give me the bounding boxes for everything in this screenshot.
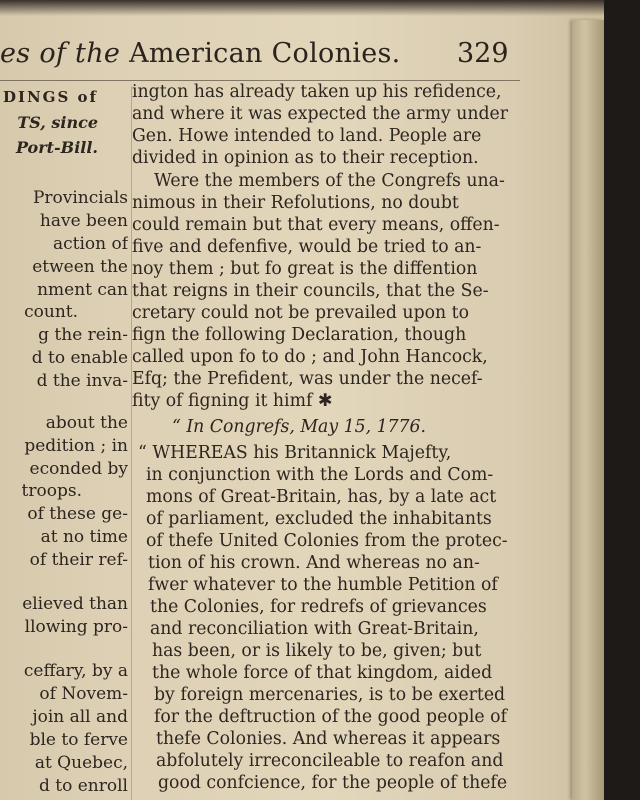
left-line: at Quebec, <box>34 753 128 773</box>
right-column <box>132 82 572 800</box>
left-line: etween the <box>32 257 128 277</box>
left-line: DINGS of <box>2 88 98 106</box>
right-line: called upon fo to do ; and John Hancock, <box>132 347 488 367</box>
right-line: and reconciliation with Great-Britain, <box>150 619 479 639</box>
right-line: noy them ; but fo great is the diffention <box>132 259 478 279</box>
right-line: cretary could not be prevailed upon to <box>132 303 470 323</box>
left-line: d the inva- <box>36 371 128 391</box>
left-line: troops. <box>21 481 82 501</box>
right-line: in conjunction with the Lords and Com- <box>146 465 494 485</box>
left-column <box>0 86 128 800</box>
left-line: llowing pro- <box>24 617 128 637</box>
right-line: has been, or is likely to be, given; but <box>152 641 482 661</box>
right-line: good confcience, for the people of thefe <box>158 773 508 793</box>
right-line: the Colonies, for redrefs of grievances <box>150 597 487 617</box>
running-title-main: American Colonies. <box>129 38 401 69</box>
right-line-dateline: “ In Congrefs, May 15, 1776. <box>172 417 427 437</box>
right-line: of parliament, excluded the inhabitants <box>146 509 492 529</box>
right-line: fity of figning it himf ✱ <box>132 391 333 411</box>
right-line: the whole force of that kingdom, aided <box>152 663 493 683</box>
header-rule <box>0 80 520 81</box>
left-line: elieved than <box>22 594 128 614</box>
background-edge <box>604 0 640 800</box>
page-number: 329 <box>457 38 509 69</box>
left-line: about the <box>45 413 128 433</box>
right-line: by foreign mercenaries, is to be exerted <box>154 685 506 705</box>
left-line: Port-Bill. <box>15 138 98 157</box>
right-line: divided in opinion as to their reception. <box>132 148 479 168</box>
left-line: d to enroll <box>38 776 128 796</box>
left-line: count. <box>24 302 78 322</box>
right-line: and where it was expected the army under <box>132 104 509 124</box>
left-line: join all and <box>32 707 128 727</box>
right-line: tion of his crown. And whereas no an- <box>148 553 480 573</box>
right-line: of thefe United Colonies from the protec- <box>146 531 508 551</box>
right-line: fwer whatever to the humble Petition of <box>148 575 498 595</box>
right-line: “ WHEREAS his Britannick Majefty, <box>138 443 452 463</box>
right-line: that reigns in their councils, that the Se- <box>132 281 489 301</box>
right-line: nimous in their Refolutions, no doubt <box>132 193 459 213</box>
left-line: d to enable <box>31 348 128 368</box>
left-line: Provincials <box>32 188 128 208</box>
left-line: g the rein- <box>38 325 128 345</box>
left-line: action of <box>52 234 128 254</box>
right-line: ington has already taken up his refidence, <box>132 82 502 102</box>
right-line: five and defenfive, would be tried to an- <box>132 237 482 257</box>
running-title-prefix: es of the <box>0 38 121 69</box>
left-line: of their ref- <box>29 550 128 570</box>
running-title <box>0 38 401 69</box>
top-shadow <box>0 0 604 16</box>
right-line: fign the following Declaration, though <box>132 325 467 345</box>
right-line: could remain but that every means, offen- <box>132 215 500 235</box>
left-line: ceffary, by a <box>23 661 128 681</box>
right-line: Efq; the Prefident, was under the necef- <box>132 369 483 389</box>
left-line: TS, since <box>17 113 98 132</box>
left-line: at no time <box>40 527 128 547</box>
left-line: nment can <box>37 280 128 300</box>
left-line: have been <box>39 211 128 231</box>
left-line: of Novem- <box>39 684 128 704</box>
right-line: Gen. Howe intended to land. People are <box>132 126 482 146</box>
left-line: of these ge- <box>27 504 128 524</box>
right-line: mons of Great-Britain, has, by a late act <box>146 487 497 507</box>
left-line: econded by <box>29 459 128 479</box>
left-line: pedition ; in <box>24 436 128 456</box>
right-line: for the deftruction of the good people of <box>154 707 507 727</box>
right-line: Were the members of the Congrefs una- <box>154 171 505 191</box>
left-line: ble to ferve <box>29 730 128 750</box>
page-edge <box>572 20 604 800</box>
right-line: thefe Colonies. And whereas it appears <box>156 729 501 749</box>
page-header <box>0 38 520 78</box>
right-line: abfolutely irreconcileable to reafon and <box>156 751 504 771</box>
